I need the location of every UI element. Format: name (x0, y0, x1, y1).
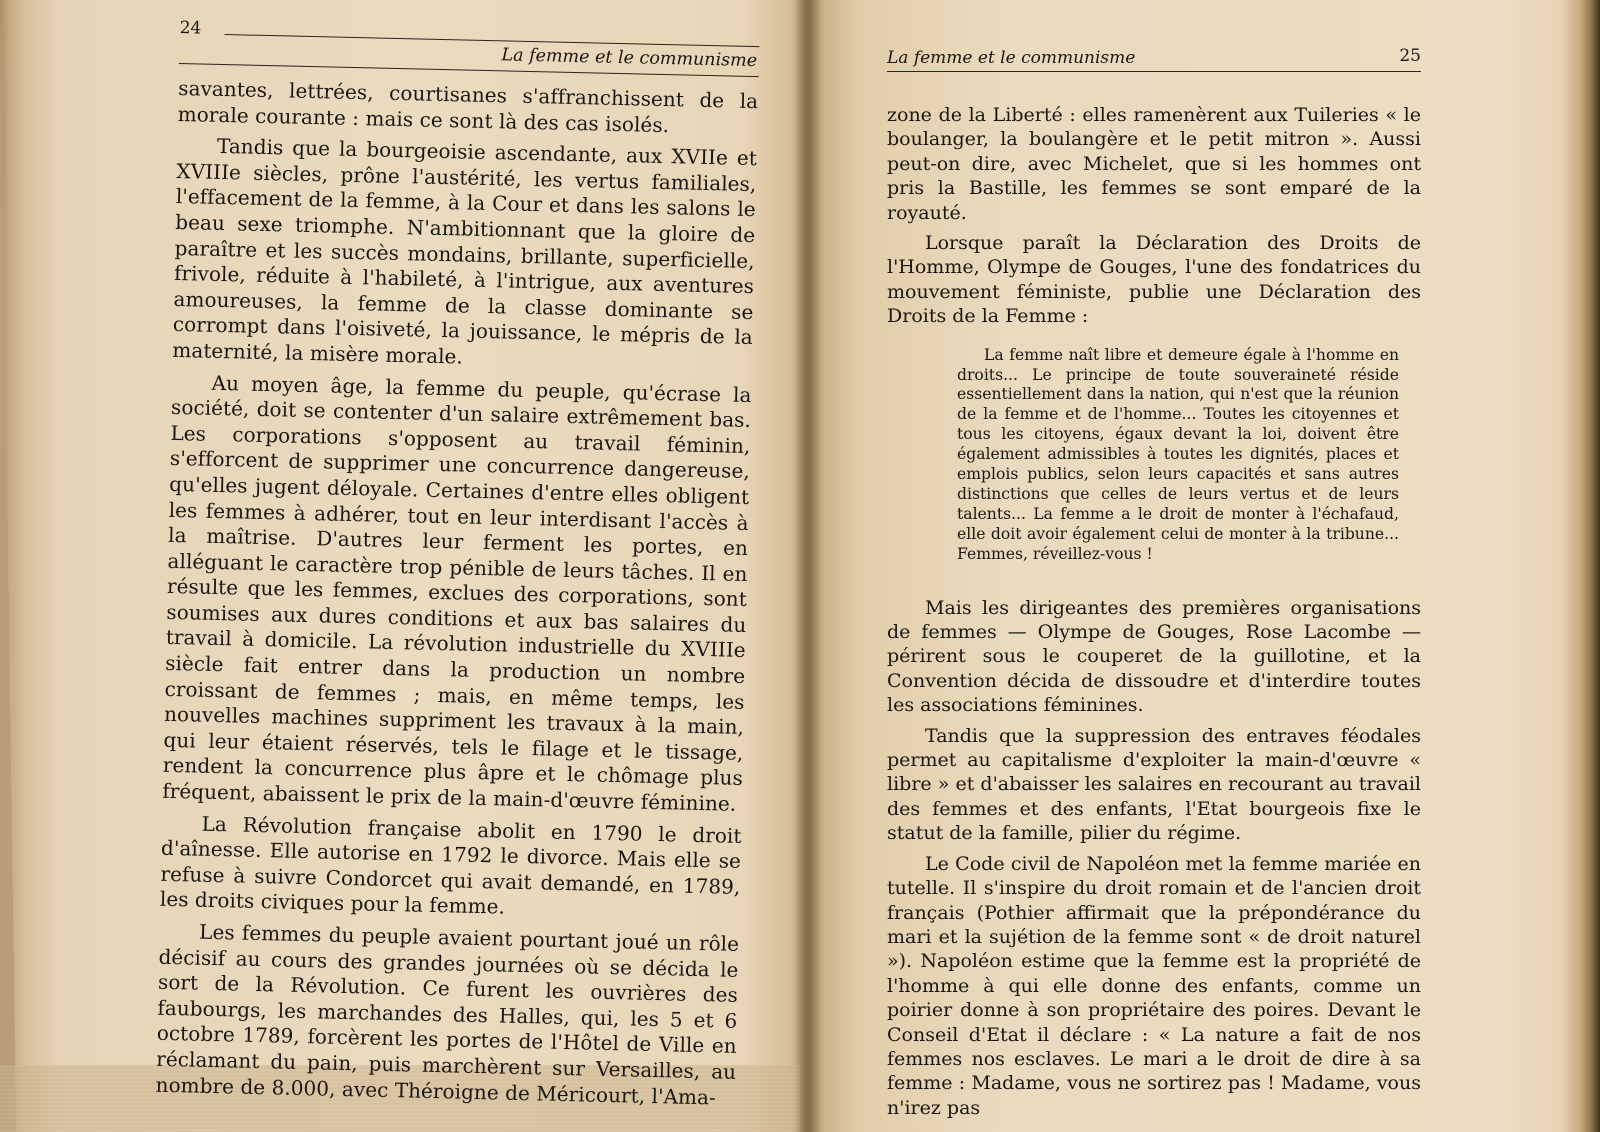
book-gutter (795, 0, 821, 1132)
paragraph: Le Code civil de Napoléon met la femme mariée en tutelle. Il s'inspire du droit romain et de l'ancien droit français (Pothier affirmait que la prépondérance du mari et la sujétion de la femme sont « de droit naturel »). Napoléon estime que la femme est la propriété de l'homme à qui elle donne des enfants, comme un poirier donne à son propriétaire des poires. Devant le Conseil d'Etat il déclare : « La nature a fait de nos femmes nos esclaves. Le mari a le droit de dire à sa femme : Madame, vous ne sortirez pas ! Madame, vous n'irez pas (887, 852, 1421, 1119)
left-page-body (155, 76, 758, 1111)
paragraph: savantes, lettrées, courtisanes s'affranchissent de la morale courante : mais ce sont là des cas isolés. (177, 75, 759, 137)
left-page-content (155, 14, 760, 1117)
header-rule (887, 71, 1421, 72)
block-quote: La femme naît libre et demeure égale à l'homme en droits... Le principe de toute souveraineté réside essentiellement dans la nation, qui n'est que la réunion de la femme et de l'homme... Toutes les citoyennes et tous les citoyens, égaux devant la loi, doivent être également admissibles à toutes les dignités, places et emplois publics, selon leurs capacités et sans autres distinctions que celles de leurs vertus et de leurs talents... La femme a le droit de monter à l'échafaud, elle doit avoir également celui de monter à la tribune... Femmes, réveillez-vous ! (957, 345, 1399, 563)
paragraph: La Révolution française abolit en 1790 le droit d'aînesse. Elle autorise en 1792 le divorce. Mais elle se refuse à suivre Condorcet qui avait demandé, en 1789, les droits civiques pour la femme. (159, 811, 742, 920)
paragraph: Mais les dirigeantes des premières organisations de femmes — Olympe de Gouges, Rose Lacombe — périrent sous le couperet de la guillotine, et la Convention décida de dissoudre et d'interdire toutes les associations féminines. (887, 596, 1421, 717)
paragraph: Tandis que la suppression des entraves féodales permet au capitalisme d'exploiter la main-d'œuvre « libre » et d'abaisser les salaires en recourant au travail des femmes et des enfants, l'Etat bourgeois fixe le statut de la famille, pilier du régime. (887, 724, 1421, 845)
left-running-head: La femme et le communisme (501, 45, 758, 72)
left-page-number: 24 (179, 17, 202, 39)
right-page-number: 25 (1399, 46, 1421, 66)
paragraph: zone de la Liberté : elles ramenèrent aux Tuileries « le boulanger, la boulangère et le petit mitron ». Aussi peut-on dire, avec Michelet, que si les hommes ont pris la Bastille, les femmes se sont emparé de la royauté. (887, 104, 1421, 224)
right-running-head: La femme et le communisme (887, 48, 1136, 68)
paragraph: Les femmes du peuple avaient pourtant joué un rôle décisif au cours des grandes journées où se décida le sort de la Révolution. Ce furent les ouvrières des faubourgs, les marchandes des Halles, qui, les 5 et 6 octobre 1789, forcèrent les portes de l'Hôtel de Ville en réclamant du pain, puis marchèrent sur Versailles, au nombre de 8.000, avec Théroigne de Méricourt, l'Ama- (155, 919, 740, 1109)
header-rule (225, 34, 760, 47)
right-page-content (887, 38, 1421, 1126)
paragraph: Tandis que la bourgeoisie ascendante, aux XVIIe et XVIIIe siècles, prône l'austérité, les vertus familiales, l'effacement de la femme, à la Cour et dans les salons le beau sexe triomphe. N'ambitionnant que la gloire de paraître et les succès mondains, brillante, superficielle, frivole, réduite à l'habileté, à l'intrigue, aux aventures amoureuses, la femme de la classe dominante se corrompt dans l'oisiveté, la jouissance, le mépris de la maternité, la misère morale. (172, 134, 758, 369)
right-page-body (887, 103, 1421, 1120)
right-page-header (887, 38, 1421, 78)
paragraph: Au moyen âge, la femme du peuple, qu'écrase la société, doit se contenter d'un salaire extrêmement bas. Les corporations s'opposent au travail féminin, s'efforcent de supprimer une concurrence dangereuse, qu'elles jugent déloyale. Certaines d'entre elles obligent les femmes à adhérer, tout en leur interdisant l'accès à la maîtrise. D'autres leur ferment les portes, en alléguant le caractère trop pénible de leurs tâches. Il en résulte que les femmes, exclues des corporations, sont soumises aux dures conditions et aux bas salaires du travail à domicile. La révolution industrielle du XVIIIe siècle fait entrer dans la production un nombre croissant de femmes ; mais, en même temps, les nouvelles machines suppriment les travaux à la main, qui leur étaient réservés, tels le filage et le tissage, rendent la concurrence plus âpre et le chômage plus fréquent, abaissent le prix de la main-d'œuvre féminine. (162, 370, 752, 816)
paragraph: Lorsque paraît la Déclaration des Droits de l'Homme, Olympe de Gouges, l'une des fondatrices du mouvement féministe, publie une Déclaration des Droits de la Femme : (887, 232, 1421, 328)
